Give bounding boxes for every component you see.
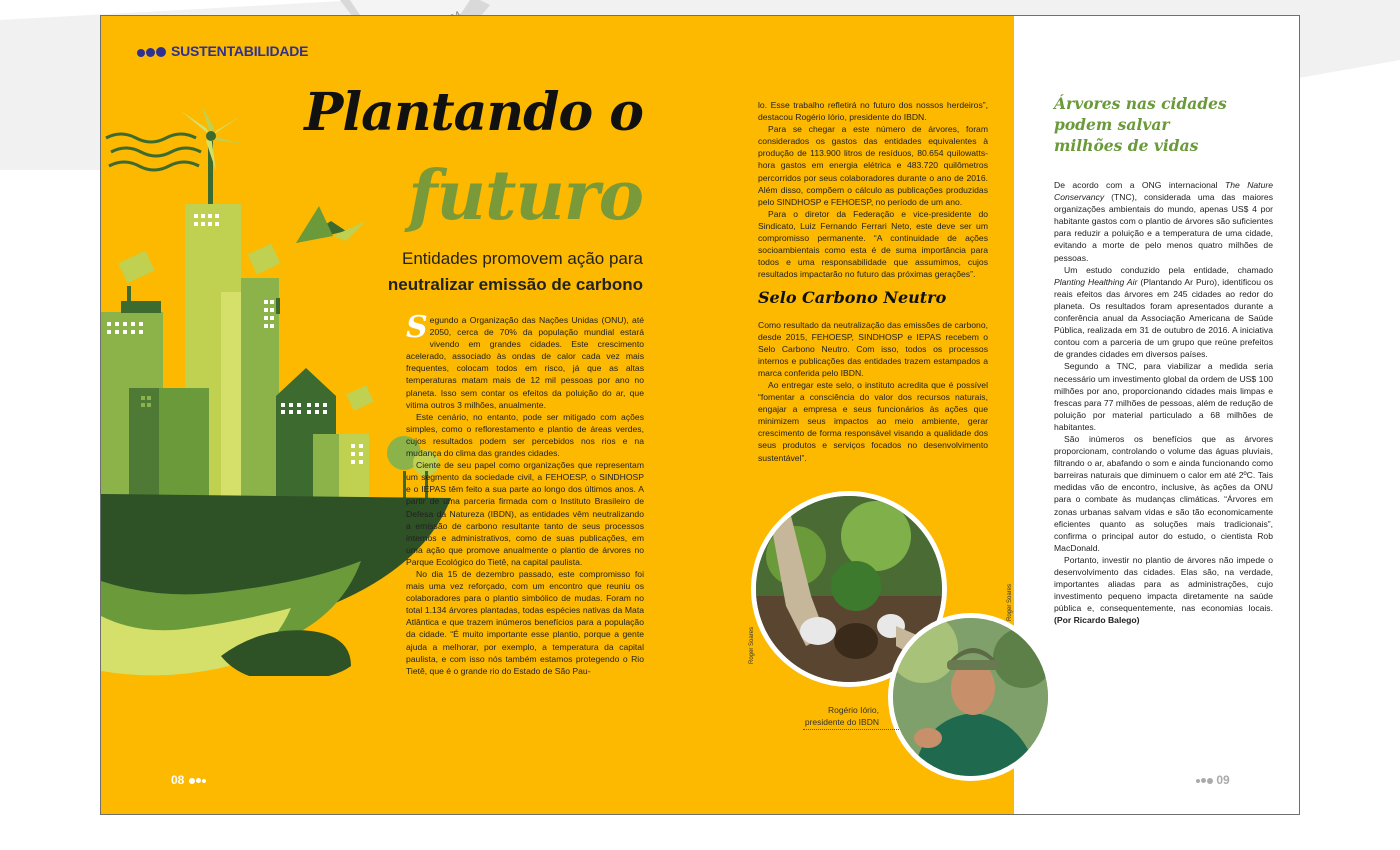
photo-credit-1: Roger Soares (749, 626, 755, 664)
section-tag (137, 43, 308, 60)
article-column-1 (406, 310, 644, 677)
subtitle-line1: Entidades promovem ação para (402, 249, 643, 268)
paragraph: Para o diretor da Federação e vice-presidente do Sindicato, Luiz Fernando Ferrari Neto, este deve ser um compromisso permanente. “A continuidade de ações socioambientais como esta é de suma importância para todos e uma responsabilidade que assumimos, cujos resultados impactarão no futuro das próximas gerações”. (758, 208, 988, 280)
page-dots-icon (1195, 773, 1213, 787)
paragraph: lo. Esse trabalho refletirá no futuro dos nossos herdeiros”, destacou Rogério Iório, presidente do IBDN. (758, 100, 988, 123)
page-dots-icon (188, 773, 206, 787)
paragraph: Segundo a Organização das Nações Unidas (ONU), até 2050, cerca de 70% da população mundial estará vivendo em grandes cidades. Este crescimento acelerado, associado às ondas de calor cada vez mais frequentes, colocam todos em risco, já que as altas temperaturas matam mais de 12 mil pessoas por ano no planeta. Isso sem contar os efeitos da poluição do ar, que vitima outros 3 milhões, anualmente. (406, 310, 644, 410)
caption-role: presidente do IBDN (804, 717, 879, 727)
paragraph: Portanto, investir no plantio de árvores não impede o desenvolvimento das cidades. Elas são, na verdade, importantes aliadas para as administrações, cujo investimento pequeno impacta diretamente na saúde pública e, consequentemente, nas economias locais. (Por Ricardo Balego) (1054, 554, 1273, 626)
dropcap: S (406, 310, 428, 345)
sidebar-heading-line2: podem salvar (1054, 115, 1170, 134)
section-label: SUSTENTABILIDADE (171, 43, 309, 59)
wind-lines-icon (106, 134, 201, 170)
article-column-2 (758, 99, 988, 464)
page-number-left: 08 (171, 773, 206, 787)
selo-heading: Selo Carbono Neutro (758, 288, 947, 308)
bird-icon (296, 206, 366, 243)
paragraph: Segundo a TNC, para viabilizar a medida seria necessário um investimento global da ordem de US$ 100 milhões por ano, proporcionando cidades mais limpas e frescas para 77 milhões de pessoas, além de redução de poluição por material particulado a 68 milhões de habitantes. (1054, 361, 1273, 432)
building-icon (101, 204, 369, 508)
sidebar-heading-line1: Árvores nas cidades (1054, 94, 1227, 113)
caption-name: Rogério Iório, (827, 705, 879, 715)
article-title-line2: futuro (408, 156, 643, 236)
paragraph: Este cenário, no entanto, pode ser mitigado com ações simples, como o reflorestamento e plantio de áreas verdes, cujos resultados podem ser percebidos nos rios e na mudança do clima das grandes cidades. (406, 411, 644, 459)
article-subtitle (388, 246, 643, 298)
photo-caption (791, 704, 879, 728)
paragraph: Para se chegar a este número de árvores, foram considerados os gastos das entidades equivalentes à produção de 113.900 litros de resíduos, 80.654 quilowatts-hora gastos em energia elétrica e 483.720 quilômetros percorridos por seus colaboradores durante o ano de 2016. Além disso, compõem o cálculo as publicações produzidas pelo SINDHOSP e FEHOESP, no período de um ano. (758, 124, 988, 207)
article-title-line1: Plantando o (304, 82, 643, 143)
paragraph: Como resultado da neutralização das emissões de carbono, desde 2015, FEHOESP, SINDHOSP e IEPAS recebem o Selo Carbono Neutro. Com isso, todos os processos internos e publicações das entidades trazem estampados a marca conferida pelo IBDN. (758, 319, 988, 378)
subtitle-line2: neutralizar emissão de carbono (387, 275, 643, 294)
paragraph: São inúmeros os benefícios que as árvores proporcionam, controlando o volume das águas pluviais, filtrando o ar, abafando o som e ainda funcionando como barreiras naturais que diminuem o calor em até 2ºC. Tais medidas vão de encontro, inclusive, às ações da ONU para o combate às mudanças climáticas. “Árvores em zonas urbanas salvam vidas e são tão economicamente eficientes quanto as soluções mais tradicionais”, confirma o principal autor do estudo, o cientista Rob MacDonald. (1054, 433, 1273, 553)
paragraph: Ao entregar este selo, o instituto acredita que é possível “fomentar a consciência do valor dos recursos naturais, engajar a empresa e seus funcionários às ações que minimizem seus impactos ao meio ambiente, gerar crescimento de forma responsável visando a qualidade dos seus produtos e serviços focados no desenvolvimento sustentável”. (758, 379, 988, 463)
byline: (Por Ricardo Balego) (1054, 615, 1140, 626)
paragraph: De acordo com a ONG internacional The Nature Conservancy (TNC), considerada uma das maiores organizações ambientais do mundo, apenas US$ 4 por habitante gastos com o plantio de árvores são suficientes para reduzir a poluição e a temperatura de uma cidade, evitando a morte de pelo menos quatro milhões de pessoas. (1054, 180, 1273, 263)
photo-credit-2: Roger Soares (1007, 583, 1013, 621)
paragraph: Um estudo conduzido pela entidade, chamado Planting Healthing Air (Plantando Ar Puro), identificou os reais efeitos das árvores em 245 cidades ao redor do planeta. Os resultados foram apresentados durante a conferência anual da Associação Americana de Saúde Pública, realizada em 31 de outubro de 2016. A iniciativa contou com a parceria de um grupo que reúne prefeitos de grandes cidades em diversos países. (1054, 264, 1273, 360)
sidebar-heading-line3: milhões de vidas (1054, 136, 1199, 155)
paragraph: No dia 15 de dezembro passado, este compromisso foi mais uma vez reforçado, com um encontro que reuniu os colaboradores para o plantio simbólico de mudas. Foram no total 1.134 árvores plantadas, todas espécies nativas da Mata Atlântica e que trazem inúmeros benefícios para a população da cidade. “É muito importante esse plantio, porque a gente ajuda a melhorar, por exemplo, a temperatura da capital paulista, e com isso nós também estamos protegendo o Rio Tietê, que é o grande rio do Estado de São Pau- (406, 568, 644, 676)
section-dots-icon (137, 44, 167, 60)
page-number-right: 09 (1195, 773, 1230, 787)
sidebar-column (1054, 179, 1273, 626)
wind-turbine-icon (181, 104, 244, 206)
sidebar-heading (1054, 93, 1227, 156)
caption-divider (803, 729, 899, 730)
rogerio-iorio-photo (888, 613, 1053, 781)
magazine-spread (100, 15, 1300, 815)
paragraph: Ciente de seu papel como organizações que representam um segmento da sociedade civil, a FEHOESP, o SINDHOSP e o IEPAS têm feito a sua parte ao longo dos últimos anos. A partir de uma parceria firmada com o Instituto Brasileiro de Defesa da Natureza (IBDN), as entidades vêm neutralizando a emissão de carbono resultante tanto de seus processos internos e administrativos, como de suas publicações, em uma ação que promove anualmente o plantio de árvores no Parque Ecológico do Tietê, na capital paulista. (406, 460, 644, 567)
